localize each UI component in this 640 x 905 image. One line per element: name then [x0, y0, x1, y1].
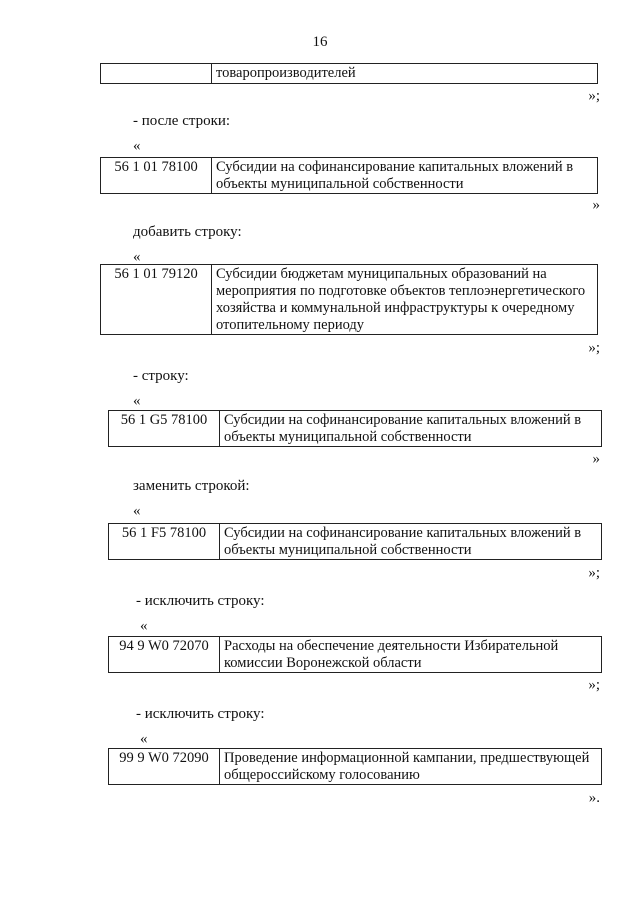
budget-row-3: [108, 410, 602, 447]
opening-quote: «: [140, 618, 148, 634]
budget-row-0: [100, 63, 598, 84]
row-code: 56 1 F5 78100: [109, 524, 220, 560]
closing-quote: »;: [588, 677, 600, 693]
closing-quote: »;: [588, 88, 600, 104]
closing-quote: »;: [588, 565, 600, 581]
row-code: 94 9 W0 72070: [109, 637, 220, 673]
row-code: 99 9 W0 72090: [109, 749, 220, 785]
instruction-text: - исключить строку:: [136, 706, 265, 722]
instruction-text: - после строки:: [133, 113, 231, 129]
instruction-text: заменить строкой:: [133, 478, 250, 494]
closing-quote: »: [592, 451, 600, 467]
row-code: 56 1 01 79120: [101, 265, 212, 335]
budget-row-6: [108, 748, 602, 785]
row-description: товаропроизводителей: [212, 64, 598, 84]
opening-quote: «: [140, 731, 148, 747]
closing-quote: »: [592, 197, 600, 213]
budget-row-1: [100, 157, 598, 194]
row-code: 56 1 01 78100: [101, 158, 212, 194]
opening-quote: «: [133, 503, 141, 519]
opening-quote: «: [133, 393, 141, 409]
instruction-text: - строку:: [133, 368, 189, 384]
row-code: 56 1 G5 78100: [109, 411, 220, 447]
budget-row-5: [108, 636, 602, 673]
row-description: Субсидии на софинансирование капитальных вложений в объекты муниципальной собственности: [212, 158, 598, 194]
budget-row-2: [100, 264, 598, 335]
row-description: Проведение информационной кампании, предшествующей общероссийскому голосованию: [220, 749, 602, 785]
row-description: Расходы на обеспечение деятельности Избирательной комиссии Воронежской области: [220, 637, 602, 673]
row-description: Субсидии на софинансирование капитальных вложений в объекты муниципальной собственности: [220, 524, 602, 560]
row-description: Субсидии на софинансирование капитальных вложений в объекты муниципальной собственности: [220, 411, 602, 447]
closing-quote: ».: [588, 790, 600, 806]
page-number: 16: [312, 34, 328, 50]
opening-quote: «: [133, 138, 141, 154]
budget-row-4: [108, 523, 602, 560]
instruction-text: - исключить строку:: [136, 593, 265, 609]
closing-quote: »;: [588, 340, 600, 356]
row-code: [101, 64, 212, 84]
row-description: Субсидии бюджетам муниципальных образований на мероприятия по подготовке объектов теплоэнергетического хозяйства и коммунальной инфраструктуры к очередному отопительному периоду: [212, 265, 598, 335]
opening-quote: «: [133, 249, 141, 265]
instruction-text: добавить строку:: [133, 224, 242, 240]
